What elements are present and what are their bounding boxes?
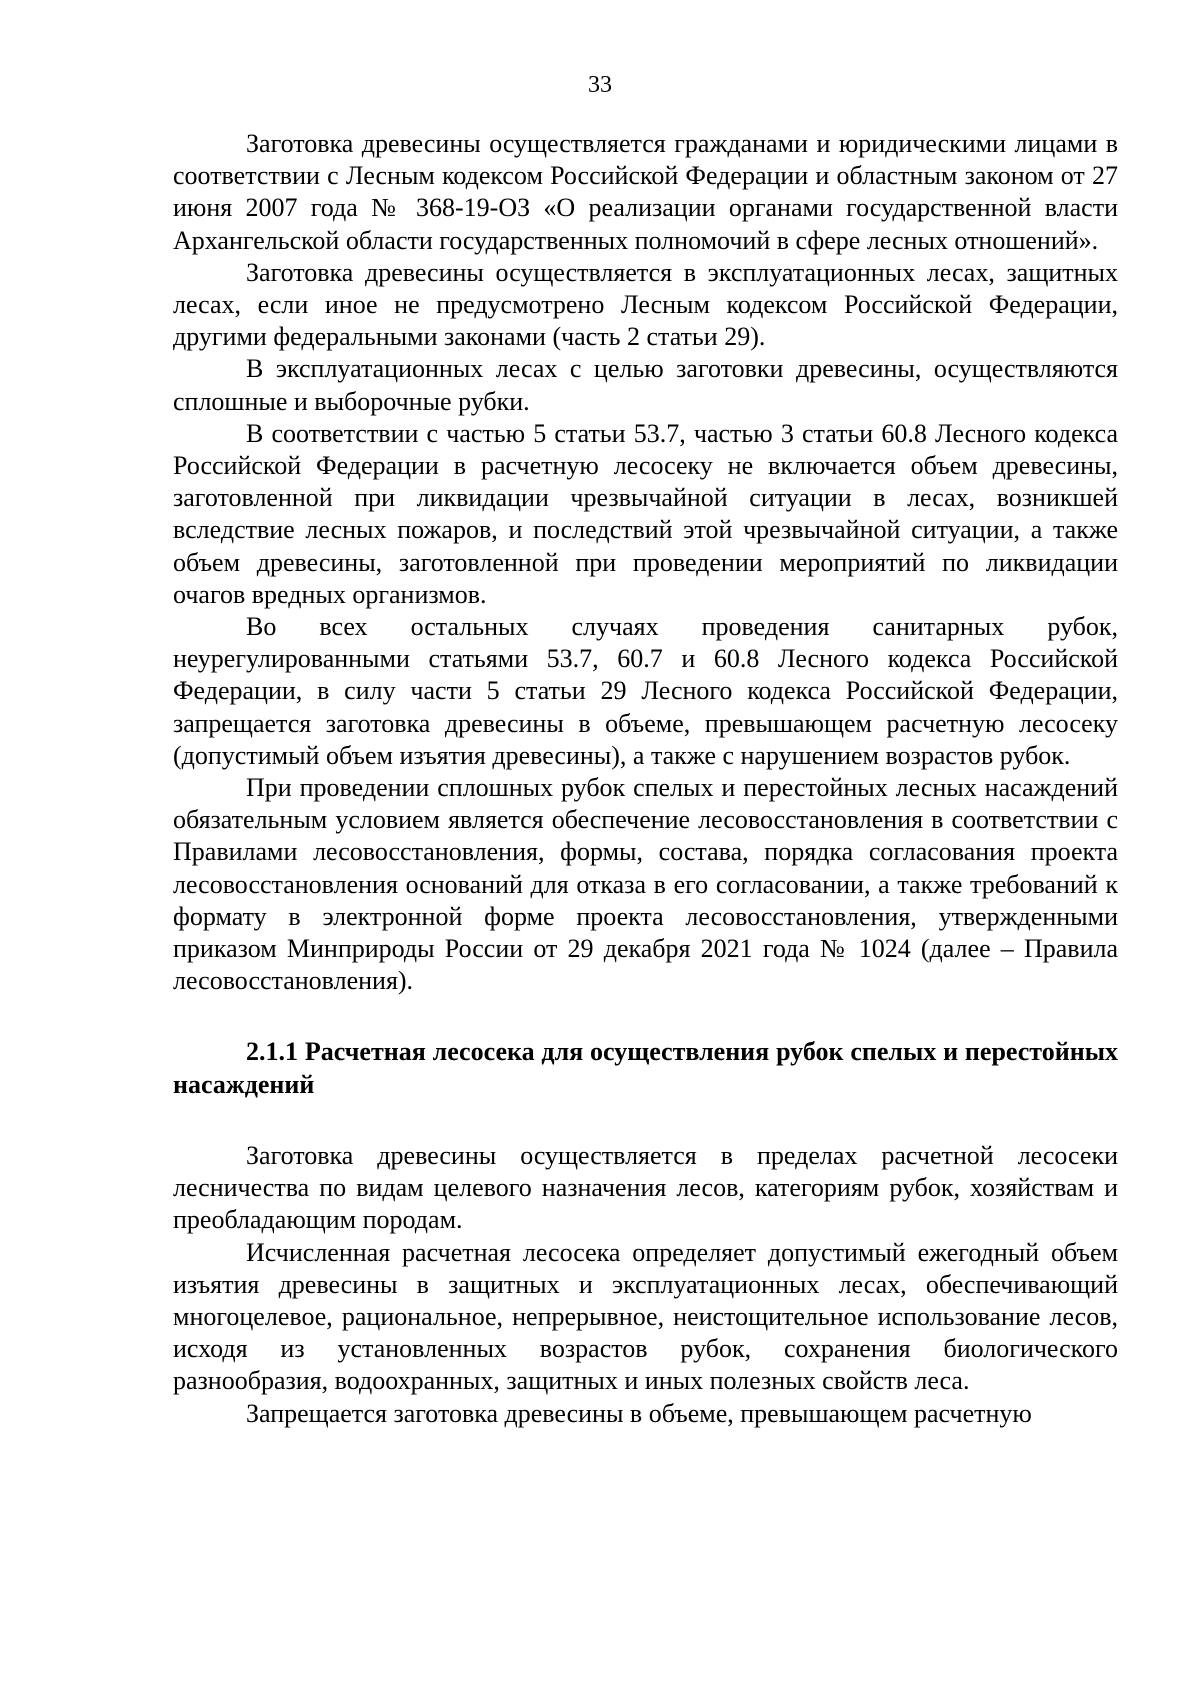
paragraph: Заготовка древесины осуществляется в эксплуатационных лесах, защитных лесах, если иное не предусмотрено Лесным кодексом Российской Федерации, другими федеральными законами (часть 2 статьи 29). [173,257,1118,352]
paragraph: Заготовка древесины осуществляется в пределах расчетной лесосеки лесничества по видам целевого назначения лесов, категориям рубок, хозяйствам и преобладающим породам. [173,1140,1118,1235]
page-number: 33 [588,72,612,98]
paragraph: Заготовка древесины осуществляется гражданами и юридическими лицами в соответствии с Лесным кодексом Российской Федерации и областным законом от 27 июня 2007 года № 368-19-ОЗ «О реализации органами государственной власти Архангельской области государственных полномочий в сфере лесных отношений». [173,129,1118,255]
paragraph: Исчисленная расчетная лесосека определяет допустимый ежегодный объем изъятия древесины в защитных и эксплуатационных лесах, обеспечивающий многоцелевое, рациональное, непрерывное, неистощительное использование лесов, исходя из установленных возрастов рубок, сохранения биологического разнообразия, водоохранных, защитных и иных полезных свойств леса. [173,1237,1118,1396]
document-body [173,128,1118,1430]
paragraph: Запрещается заготовка древесины в объеме, превышающем расчетную [246,1398,1032,1428]
paragraph: При проведении сплошных рубок спелых и перестойных лесных насаждений обязательным условием является обеспечение лесовосстановления в соответствии с Правилами лесовосстановления, формы, состава, порядка согласования проекта лесовосстановления оснований для отказа в его согласовании, а также требований к формату в электронной форме проекта лесовосстановления, утвержденными приказом Минприроды России от 29 декабря 2021 года № 1024 (далее – Правила лесовосстановления). [173,773,1118,996]
paragraph: В эксплуатационных лесах с целью заготовки древесины, осуществляются сплошные и выборочные рубки. [173,354,1118,416]
paragraph: В соответствии с частью 5 статьи 53.7, частью 3 статьи 60.8 Лесного кодекса Российской Федерации в расчетную лесосеку не включается объем древесины, заготовленной при ликвидации чрезвычайной ситуации в лесах, возникшей вследствие лесных пожаров, и последствий этой чрезвычайной ситуации, а также объем древесины, заготовленной при проведении мероприятий по ликвидации очагов вредных организмов. [173,418,1118,609]
section-heading: 2.1.1 Расчетная лесосека для осуществления рубок спелых и перестойных насаждений [173,1037,1118,1099]
paragraph: Во всех остальных случаях проведения санитарных рубок, неурегулированными статьями 53.7, 60.7 и 60.8 Лесного кодекса Российской Федерации, в силу части 5 статьи 29 Лесного кодекса Российской Федерации, запрещается заготовка древесины в объеме, превышающем расчетную лесосеку (допустимый объем изъятия древесины), а также с нарушением возрастов рубок. [173,612,1118,770]
